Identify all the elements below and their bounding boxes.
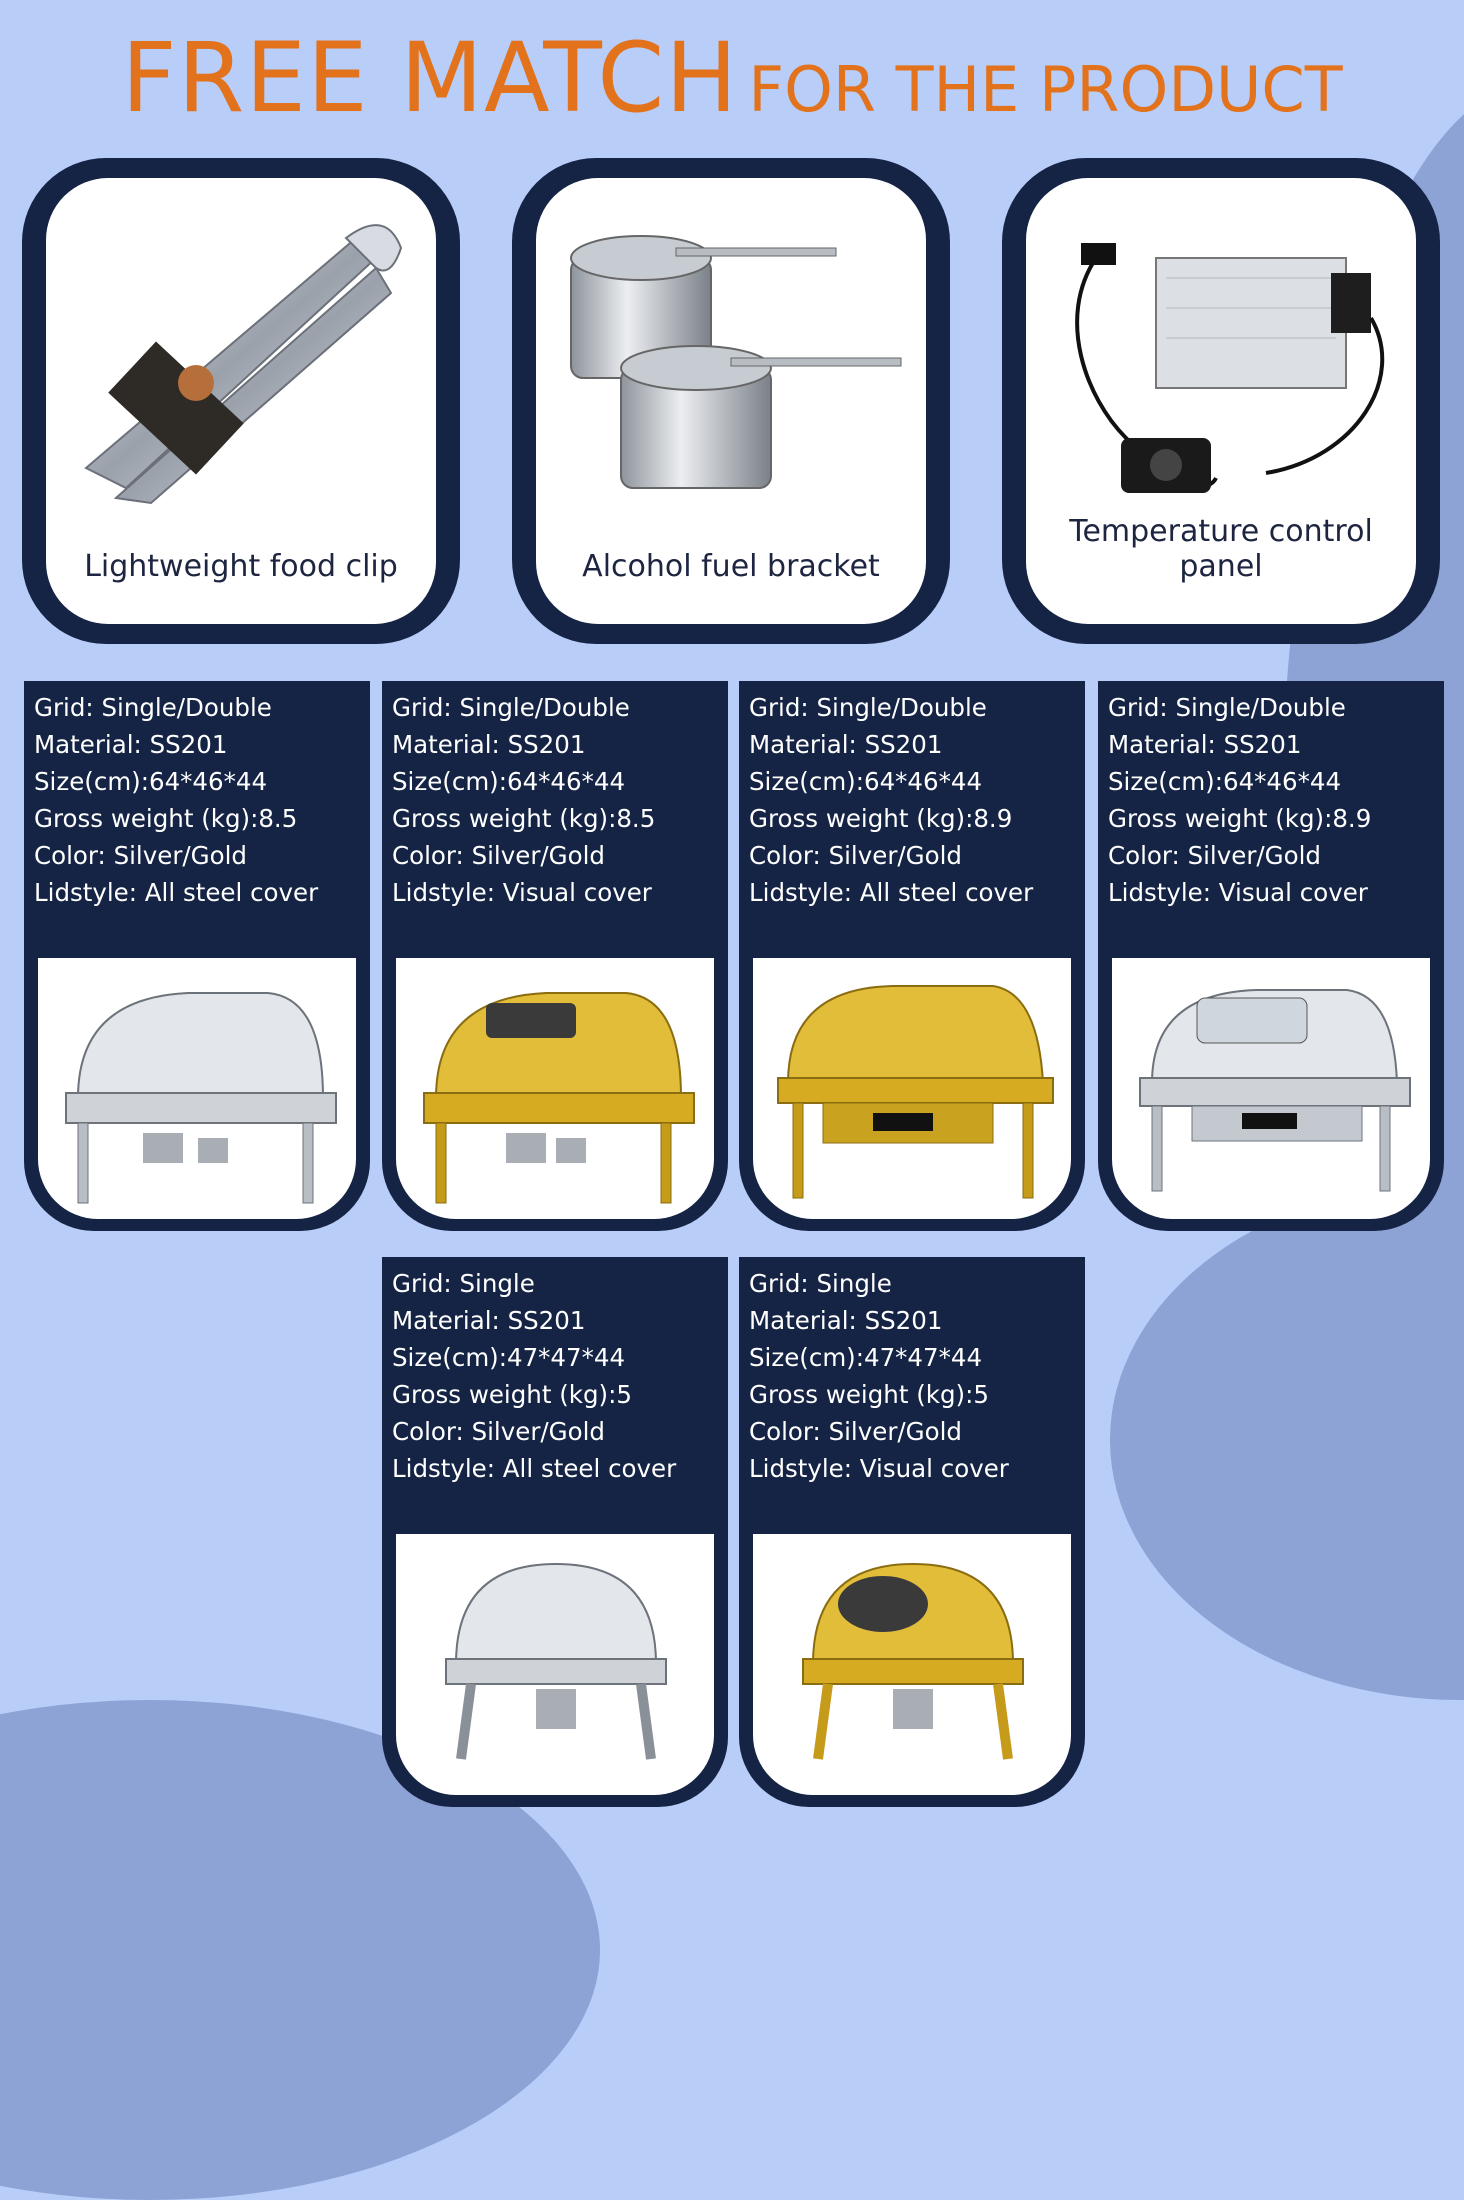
- accessory-card-tongs: [22, 158, 460, 644]
- chafing-dish-icon: [38, 958, 356, 1219]
- spec-color: Color: Silver/Gold: [392, 841, 605, 870]
- product-specs: [749, 689, 1033, 911]
- spec-size: Size(cm):64*46*44: [392, 767, 626, 796]
- page-title: [0, 22, 1464, 134]
- spec-grid: Grid: Single: [392, 1269, 535, 1298]
- chafing-dish-icon: [396, 958, 714, 1219]
- accessory-label: Lightweight food clip: [84, 549, 398, 584]
- spec-weight: Gross weight (kg):8.9: [749, 804, 1013, 833]
- spec-lidstyle: Lidstyle: All steel cover: [749, 878, 1034, 907]
- accessory-label: Temperature control panel: [1069, 514, 1373, 584]
- product-card: [1098, 681, 1444, 1231]
- spec-size: Size(cm):64*46*44: [749, 767, 983, 796]
- spec-weight: Gross weight (kg):5: [392, 1380, 632, 1409]
- spec-lidstyle: Lidstyle: Visual cover: [392, 878, 652, 907]
- product-card: [382, 681, 728, 1231]
- spec-material: Material: SS201: [34, 730, 228, 759]
- spec-weight: Gross weight (kg):8.9: [1108, 804, 1372, 833]
- spec-weight: Gross weight (kg):8.5: [34, 804, 298, 833]
- product-image: [753, 1534, 1071, 1795]
- spec-size: Size(cm):64*46*44: [1108, 767, 1342, 796]
- spec-lidstyle: Lidstyle: All steel cover: [34, 878, 319, 907]
- product-image: [396, 1534, 714, 1795]
- spec-material: Material: SS201: [392, 730, 586, 759]
- food-tongs-icon: [46, 198, 436, 518]
- spec-grid: Grid: Single/Double: [392, 693, 630, 722]
- accessory-card-fuel: [512, 158, 950, 644]
- spec-grid: Grid: Single/Double: [34, 693, 272, 722]
- spec-color: Color: Silver/Gold: [749, 841, 962, 870]
- chafing-dish-icon: [1112, 958, 1430, 1219]
- spec-material: Material: SS201: [749, 1306, 943, 1335]
- product-specs: [1108, 689, 1371, 911]
- title-main: FREE MATCH: [121, 22, 739, 134]
- spec-color: Color: Silver/Gold: [1108, 841, 1321, 870]
- round-chafing-dish-icon: [753, 1534, 1071, 1795]
- title-sub: FOR THE PRODUCT: [748, 53, 1343, 126]
- spec-grid: Grid: Single/Double: [1108, 693, 1346, 722]
- product-image: [753, 958, 1071, 1219]
- round-chafing-dish-icon: [396, 1534, 714, 1795]
- chafing-dish-icon: [753, 958, 1071, 1219]
- spec-color: Color: Silver/Gold: [749, 1417, 962, 1446]
- spec-color: Color: Silver/Gold: [34, 841, 247, 870]
- fuel-canister-icon: [536, 198, 926, 518]
- spec-size: Size(cm):47*47*44: [749, 1343, 983, 1372]
- accessory-card-heater: [1002, 158, 1440, 644]
- heating-panel-icon: [1026, 198, 1416, 518]
- product-image: [1112, 958, 1430, 1219]
- spec-color: Color: Silver/Gold: [392, 1417, 605, 1446]
- spec-lidstyle: Lidstyle: Visual cover: [1108, 878, 1368, 907]
- product-specs: [749, 1265, 1009, 1487]
- spec-material: Material: SS201: [392, 1306, 586, 1335]
- product-specs: [34, 689, 318, 911]
- background-shape: [1110, 1180, 1464, 1700]
- product-card: [739, 681, 1085, 1231]
- spec-material: Material: SS201: [749, 730, 943, 759]
- product-card: [24, 681, 370, 1231]
- product-specs: [392, 1265, 676, 1487]
- spec-size: Size(cm):64*46*44: [34, 767, 268, 796]
- spec-weight: Gross weight (kg):5: [749, 1380, 989, 1409]
- spec-material: Material: SS201: [1108, 730, 1302, 759]
- product-specs: [392, 689, 655, 911]
- product-image: [396, 958, 714, 1219]
- product-card: [382, 1257, 728, 1807]
- accessory-label: Alcohol fuel bracket: [582, 549, 880, 584]
- spec-lidstyle: Lidstyle: All steel cover: [392, 1454, 677, 1483]
- spec-size: Size(cm):47*47*44: [392, 1343, 626, 1372]
- product-image: [38, 958, 356, 1219]
- spec-weight: Gross weight (kg):8.5: [392, 804, 656, 833]
- product-card: [739, 1257, 1085, 1807]
- spec-grid: Grid: Single/Double: [749, 693, 987, 722]
- spec-lidstyle: Lidstyle: Visual cover: [749, 1454, 1009, 1483]
- spec-grid: Grid: Single: [749, 1269, 892, 1298]
